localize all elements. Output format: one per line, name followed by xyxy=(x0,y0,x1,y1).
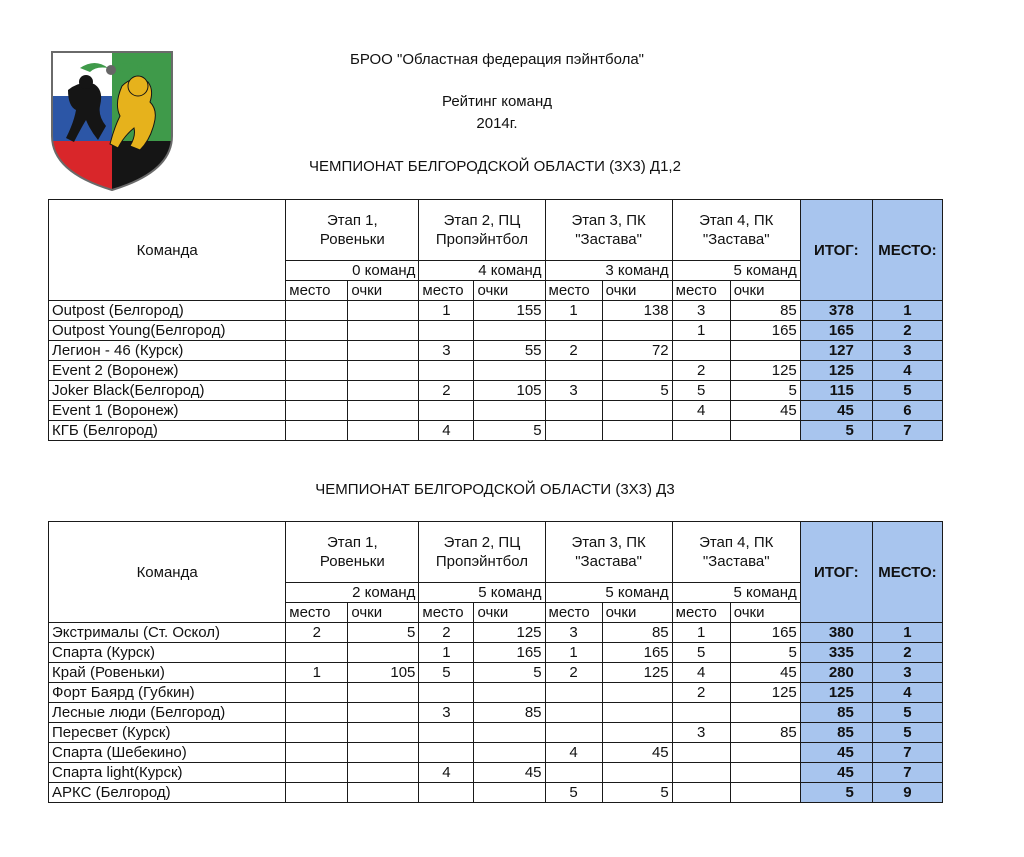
stage-place-cell xyxy=(545,683,602,703)
place-subheader: место xyxy=(545,281,602,301)
stage-points-cell: 85 xyxy=(730,723,800,743)
stage-place-cell: 2 xyxy=(672,361,730,381)
team-name: КГБ (Белгород) xyxy=(49,421,286,441)
stage-place-cell xyxy=(286,683,348,703)
total-points-cell: 335 xyxy=(800,643,872,663)
stage-name-line1: Этап 1, xyxy=(327,534,378,551)
stage-place-cell: 4 xyxy=(672,401,730,421)
team-name: АРКС (Белгород) xyxy=(49,783,286,803)
stage-points-cell: 125 xyxy=(602,663,672,683)
stage-place-cell: 1 xyxy=(545,301,602,321)
table-row xyxy=(49,301,943,321)
stage-header xyxy=(672,522,800,583)
stage-place-cell xyxy=(672,421,730,441)
final-place-cell: 6 xyxy=(872,401,942,421)
total-points-cell: 45 xyxy=(800,743,872,763)
total-points-cell: 5 xyxy=(800,421,872,441)
stage-place-cell xyxy=(419,401,474,421)
stage-team-count: 0 команд xyxy=(286,261,419,281)
stage-place-cell xyxy=(672,783,730,803)
stage-points-cell xyxy=(474,401,545,421)
stage-points-cell xyxy=(602,421,672,441)
team-name: Спарта (Шебекино) xyxy=(49,743,286,763)
stage-place-cell xyxy=(672,703,730,723)
table-row xyxy=(49,623,943,643)
stage-header xyxy=(545,522,672,583)
stage-points-cell: 85 xyxy=(602,623,672,643)
stage-points-cell xyxy=(348,763,419,783)
stage-place-cell xyxy=(286,703,348,723)
final-place-cell: 5 xyxy=(872,381,942,401)
stage-points-cell: 5 xyxy=(602,381,672,401)
stage-team-count: 5 команд xyxy=(672,583,800,603)
final-place-cell: 3 xyxy=(872,663,942,683)
rating-title: Рейтинг команд xyxy=(441,93,552,110)
stage-place-cell xyxy=(286,723,348,743)
stage-name-line1: Этап 2, ПЦ xyxy=(443,212,521,229)
points-subheader: очки xyxy=(730,281,800,301)
stage-place-cell: 2 xyxy=(545,341,602,361)
table-row xyxy=(49,723,943,743)
stage-points-cell: 5 xyxy=(730,381,800,401)
points-subheader: очки xyxy=(602,281,672,301)
total-points-cell: 85 xyxy=(800,723,872,743)
stage-points-cell: 45 xyxy=(730,663,800,683)
team-name: Outpost (Белгород) xyxy=(49,301,286,321)
stage-name-line2: "Застава" xyxy=(702,553,770,570)
team-name: Спарта (Курск) xyxy=(49,643,286,663)
stage-place-cell: 4 xyxy=(672,663,730,683)
stage-place-cell xyxy=(286,643,348,663)
stage-place-cell: 5 xyxy=(672,643,730,663)
stage-place-cell: 3 xyxy=(545,381,602,401)
points-subheader: очки xyxy=(474,603,545,623)
table-row xyxy=(49,421,943,441)
final-place-cell: 3 xyxy=(872,341,942,361)
stage-points-cell: 72 xyxy=(602,341,672,361)
stage-team-count: 4 команд xyxy=(419,261,545,281)
stage-header xyxy=(419,522,545,583)
rating-year: 2014г. xyxy=(476,115,518,132)
stage-points-cell: 5 xyxy=(474,421,545,441)
stage-points-cell xyxy=(474,683,545,703)
table-row xyxy=(49,683,943,703)
stage-place-cell: 5 xyxy=(419,663,474,683)
stage-points-cell: 105 xyxy=(348,663,419,683)
stage-name-line1: Этап 4, ПК xyxy=(699,534,774,551)
final-place-cell: 5 xyxy=(872,723,942,743)
stage-points-cell: 5 xyxy=(602,783,672,803)
stage-points-cell: 55 xyxy=(474,341,545,361)
team-name: Спарта light(Курск) xyxy=(49,763,286,783)
stage-place-cell xyxy=(672,763,730,783)
table-row xyxy=(49,643,943,663)
stage-place-cell: 5 xyxy=(545,783,602,803)
stage-points-cell xyxy=(602,723,672,743)
rating-table-d12 xyxy=(48,199,943,441)
table-row xyxy=(49,361,943,381)
stage-team-count: 3 команд xyxy=(545,261,672,281)
final-place-cell: 1 xyxy=(872,623,942,643)
total-points-cell: 5 xyxy=(800,783,872,803)
stage-place-cell: 4 xyxy=(545,743,602,763)
stage-place-cell xyxy=(419,743,474,763)
stage-place-cell xyxy=(286,321,348,341)
stage-name-line1: Этап 3, ПК xyxy=(571,212,646,229)
stage-header xyxy=(545,200,672,261)
stage-points-cell xyxy=(730,341,800,361)
stage-points-cell xyxy=(348,743,419,763)
header-row-stages xyxy=(49,522,943,583)
team-name: Event 2 (Воронеж) xyxy=(49,361,286,381)
total-points-cell: 280 xyxy=(800,663,872,683)
stage-place-cell xyxy=(286,743,348,763)
stage-name-line1: Этап 3, ПК xyxy=(571,534,646,551)
stage-place-cell xyxy=(545,703,602,723)
stage-points-cell: 138 xyxy=(602,301,672,321)
stage-points-cell: 125 xyxy=(730,683,800,703)
stage-name-line2: Ровеньки xyxy=(319,553,385,570)
stage-points-cell xyxy=(602,763,672,783)
stage-name-line2: Ровеньки xyxy=(319,231,385,248)
stage-points-cell xyxy=(348,643,419,663)
stage-header xyxy=(419,200,545,261)
stage-points-cell: 105 xyxy=(474,381,545,401)
stage-points-cell xyxy=(348,401,419,421)
organization-name: БРОО "Областная федерация пэйнтбола" xyxy=(349,51,645,68)
table-row xyxy=(49,401,943,421)
stage-points-cell xyxy=(474,783,545,803)
stage-points-cell xyxy=(730,763,800,783)
total-points-cell: 115 xyxy=(800,381,872,401)
stage-place-cell xyxy=(545,421,602,441)
rating-table-d3 xyxy=(48,521,943,803)
stage-place-cell: 2 xyxy=(672,683,730,703)
stage-place-cell xyxy=(545,401,602,421)
stage-points-cell: 85 xyxy=(474,703,545,723)
stage-points-cell: 125 xyxy=(474,623,545,643)
stage-points-cell xyxy=(348,361,419,381)
stage-points-cell xyxy=(730,421,800,441)
stage-place-cell xyxy=(286,421,348,441)
final-place-cell: 5 xyxy=(872,703,942,723)
final-place-cell: 4 xyxy=(872,361,942,381)
stage-points-cell xyxy=(730,783,800,803)
stage-place-cell xyxy=(672,341,730,361)
place-subheader: место xyxy=(286,281,348,301)
team-name: Лесные люди (Белгород) xyxy=(49,703,286,723)
stage-points-cell xyxy=(602,361,672,381)
team-name: Форт Баярд (Губкин) xyxy=(49,683,286,703)
team-column-header: Команда xyxy=(49,522,286,623)
final-place-cell: 2 xyxy=(872,321,942,341)
stage-place-cell: 2 xyxy=(545,663,602,683)
stage-points-cell xyxy=(348,683,419,703)
stage-place-cell xyxy=(545,723,602,743)
stage-place-cell: 1 xyxy=(419,643,474,663)
stage-team-count: 5 команд xyxy=(545,583,672,603)
stage-points-cell xyxy=(730,743,800,763)
stage-points-cell: 5 xyxy=(730,643,800,663)
stage-place-cell xyxy=(419,723,474,743)
total-points-cell: 45 xyxy=(800,763,872,783)
stage-place-cell xyxy=(545,763,602,783)
team-name: Joker Black(Белгород) xyxy=(49,381,286,401)
place-subheader: место xyxy=(545,603,602,623)
stage-name-line2: Пропэйнтбол xyxy=(435,553,529,570)
stage-place-cell: 4 xyxy=(419,421,474,441)
stage-points-cell xyxy=(348,421,419,441)
final-place-cell: 1 xyxy=(872,301,942,321)
final-place-cell: 2 xyxy=(872,643,942,663)
place-column-header: МЕСТО: xyxy=(872,522,942,623)
stage-place-cell: 3 xyxy=(545,623,602,643)
stage-name-line2: Пропэйнтбол xyxy=(435,231,529,248)
stage-place-cell: 2 xyxy=(419,623,474,643)
stage-place-cell: 5 xyxy=(672,381,730,401)
stage-team-count: 2 команд xyxy=(286,583,419,603)
table-row xyxy=(49,321,943,341)
stage-points-cell: 155 xyxy=(474,301,545,321)
final-place-cell: 7 xyxy=(872,763,942,783)
stage-place-cell xyxy=(286,763,348,783)
stage-place-cell: 3 xyxy=(419,703,474,723)
stage-points-cell: 165 xyxy=(730,321,800,341)
stage-team-count: 5 команд xyxy=(419,583,545,603)
table-row xyxy=(49,341,943,361)
place-subheader: место xyxy=(672,281,730,301)
place-subheader: место xyxy=(286,603,348,623)
total-points-cell: 165 xyxy=(800,321,872,341)
table-row xyxy=(49,743,943,763)
team-name: Край (Ровеньки) xyxy=(49,663,286,683)
total-column-header: ИТОГ: xyxy=(800,522,872,623)
stage-points-cell xyxy=(474,321,545,341)
total-points-cell: 45 xyxy=(800,401,872,421)
stage-place-cell xyxy=(286,341,348,361)
table-row xyxy=(49,783,943,803)
stage-header xyxy=(672,200,800,261)
stage-place-cell xyxy=(419,361,474,381)
total-points-cell: 125 xyxy=(800,683,872,703)
stage-name-line2: "Застава" xyxy=(575,231,642,248)
stage-place-cell: 3 xyxy=(419,341,474,361)
total-points-cell: 125 xyxy=(800,361,872,381)
stage-points-cell xyxy=(474,361,545,381)
stage-points-cell xyxy=(348,341,419,361)
team-name: Event 1 (Воронеж) xyxy=(49,401,286,421)
stage-place-cell xyxy=(286,401,348,421)
stage-points-cell xyxy=(602,703,672,723)
final-place-cell: 9 xyxy=(872,783,942,803)
stage-place-cell: 1 xyxy=(672,623,730,643)
stage-points-cell: 165 xyxy=(730,623,800,643)
stage-points-cell: 165 xyxy=(602,643,672,663)
stage-place-cell xyxy=(672,743,730,763)
stage-points-cell xyxy=(348,321,419,341)
stage-points-cell: 5 xyxy=(474,663,545,683)
stage-header xyxy=(286,200,419,261)
stage-points-cell: 5 xyxy=(348,623,419,643)
points-subheader: очки xyxy=(730,603,800,623)
stage-points-cell xyxy=(474,723,545,743)
stage-place-cell: 3 xyxy=(672,723,730,743)
team-column-header: Команда xyxy=(49,200,286,301)
stage-place-cell xyxy=(286,301,348,321)
team-name: Экстрималы (Ст. Оскол) xyxy=(49,623,286,643)
stage-place-cell xyxy=(419,783,474,803)
stage-points-cell xyxy=(348,703,419,723)
stage-place-cell: 2 xyxy=(419,381,474,401)
stage-place-cell xyxy=(545,361,602,381)
stage-place-cell: 3 xyxy=(672,301,730,321)
team-name: Пересвет (Курск) xyxy=(49,723,286,743)
place-column-header: МЕСТО: xyxy=(872,200,942,301)
header-row-stages xyxy=(49,200,943,261)
place-subheader: место xyxy=(672,603,730,623)
stage-points-cell xyxy=(602,321,672,341)
total-column-header: ИТОГ: xyxy=(800,200,872,301)
final-place-cell: 7 xyxy=(872,421,942,441)
points-subheader: очки xyxy=(474,281,545,301)
stage-points-cell xyxy=(602,401,672,421)
stage-place-cell xyxy=(286,381,348,401)
stage-place-cell xyxy=(545,321,602,341)
stage-place-cell xyxy=(419,683,474,703)
stage-points-cell xyxy=(348,723,419,743)
stage-points-cell: 45 xyxy=(474,763,545,783)
stage-points-cell: 125 xyxy=(730,361,800,381)
total-points-cell: 85 xyxy=(800,703,872,723)
table-row xyxy=(49,763,943,783)
stage-place-cell: 4 xyxy=(419,763,474,783)
section-title-d12: ЧЕМПИОНАТ БЕЛГОРОДСКОЙ ОБЛАСТИ (3Х3) Д1,2 xyxy=(309,158,681,175)
stage-place-cell: 1 xyxy=(672,321,730,341)
stage-points-cell: 45 xyxy=(730,401,800,421)
place-subheader: место xyxy=(419,281,474,301)
stage-place-cell: 1 xyxy=(545,643,602,663)
stage-header xyxy=(286,522,419,583)
stage-points-cell xyxy=(348,381,419,401)
section-title-d3: ЧЕМПИОНАТ БЕЛГОРОДСКОЙ ОБЛАСТИ (3Х3) Д3 xyxy=(315,481,675,498)
points-subheader: очки xyxy=(602,603,672,623)
final-place-cell: 7 xyxy=(872,743,942,763)
stage-name-line2: "Застава" xyxy=(702,231,770,248)
stage-name-line1: Этап 2, ПЦ xyxy=(443,534,521,551)
points-subheader: очки xyxy=(348,281,419,301)
total-points-cell: 380 xyxy=(800,623,872,643)
stage-points-cell: 85 xyxy=(730,301,800,321)
place-subheader: место xyxy=(419,603,474,623)
stage-team-count: 5 команд xyxy=(672,261,800,281)
stage-place-cell: 2 xyxy=(286,623,348,643)
stage-points-cell xyxy=(730,703,800,723)
stage-name-line2: "Застава" xyxy=(575,553,642,570)
stage-name-line1: Этап 1, xyxy=(327,212,378,229)
team-name: Легион - 46 (Курск) xyxy=(49,341,286,361)
total-points-cell: 378 xyxy=(800,301,872,321)
stage-points-cell xyxy=(348,301,419,321)
table-row xyxy=(49,381,943,401)
table-row xyxy=(49,663,943,683)
stage-points-cell: 45 xyxy=(602,743,672,763)
total-points-cell: 127 xyxy=(800,341,872,361)
final-place-cell: 4 xyxy=(872,683,942,703)
stage-points-cell xyxy=(602,683,672,703)
stage-points-cell: 165 xyxy=(474,643,545,663)
stage-points-cell xyxy=(348,783,419,803)
stage-points-cell xyxy=(474,743,545,763)
stage-place-cell: 1 xyxy=(419,301,474,321)
stage-name-line1: Этап 4, ПК xyxy=(699,212,774,229)
team-name: Outpost Young(Белгород) xyxy=(49,321,286,341)
table-row xyxy=(49,703,943,723)
stage-place-cell xyxy=(419,321,474,341)
points-subheader: очки xyxy=(348,603,419,623)
stage-place-cell xyxy=(286,783,348,803)
stage-place-cell: 1 xyxy=(286,663,348,683)
stage-place-cell xyxy=(286,361,348,381)
